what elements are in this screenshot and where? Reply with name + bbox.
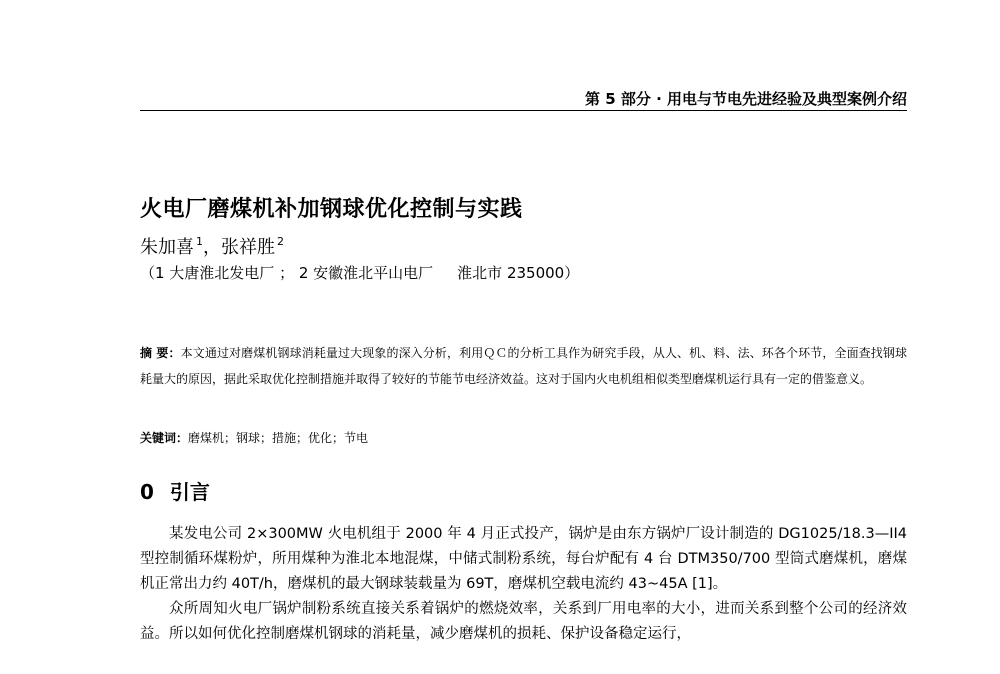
body-text (140, 522, 907, 647)
section-heading (140, 476, 210, 505)
abstract (140, 340, 907, 392)
running-header: 第 5 部分 · 用电与节电先进经验及典型案例介绍 (584, 90, 907, 108)
affiliation-city-postcode: 淮北市 235000） (457, 264, 580, 282)
header-rule (140, 110, 907, 111)
author-line (140, 233, 284, 259)
author-affiliation-mark: 2 (277, 235, 284, 248)
article-title: 火电厂磨煤机补加钢球优化控制与实践 (140, 197, 523, 222)
body-paragraph: 众所周知火电厂锅炉制粉系统直接关系着锅炉的燃烧效率，关系到厂用电率的大小，进而关系到整个公司的经济效益。所以如何优化控制磨煤机钢球的消耗量，减少磨煤机的损耗、保护设备稳定运行， (140, 601, 907, 642)
author-separator: ， (203, 237, 221, 258)
affiliation-institutions: （1 大唐淮北发电厂 ； 2 安徽淮北平山电厂 (140, 264, 434, 282)
section-number: 0 (140, 480, 154, 504)
section-title: 引言 (169, 480, 210, 504)
author-name: 朱加喜 (140, 237, 194, 258)
keywords (140, 429, 907, 446)
abstract-label: 摘 要： (140, 346, 181, 360)
affiliation-line (140, 262, 579, 283)
author-name: 张祥胜 (221, 237, 275, 258)
abstract-text: 本文通过对磨煤机钢球消耗量过大现象的深入分析，利用ＱＣ的分析工具作为研究手段，从人、机、料、法、环各个环节，全面查找钢球耗量大的原因，据此采取优化控制措施并取得了较好的节能节电经济效益。这对于国内火电机组相似类型磨煤机运行具有一定的借鉴意义。 (140, 346, 907, 386)
author-affiliation-mark: 1 (196, 235, 203, 248)
keywords-label: 关键词： (140, 431, 189, 445)
keywords-text: 磨煤机；钢球；措施；优化；节电 (188, 431, 369, 445)
body-paragraph: 某发电公司 2×300MW 火电机组于 2000 年 4 月正式投产，锅炉是由东方锅炉厂设计制造的 DG1025/18.3—II4 型控制循环煤粉炉，所用煤种为淮北本地混煤，中储式制粉系统，每台炉配有 4 台 DTM350/700 型筒式磨煤机，磨煤机正常出力约 40T/h，磨煤机的最大钢球装载量为 69T，磨煤机空载电流约 43~45A [1]。 (140, 526, 907, 592)
